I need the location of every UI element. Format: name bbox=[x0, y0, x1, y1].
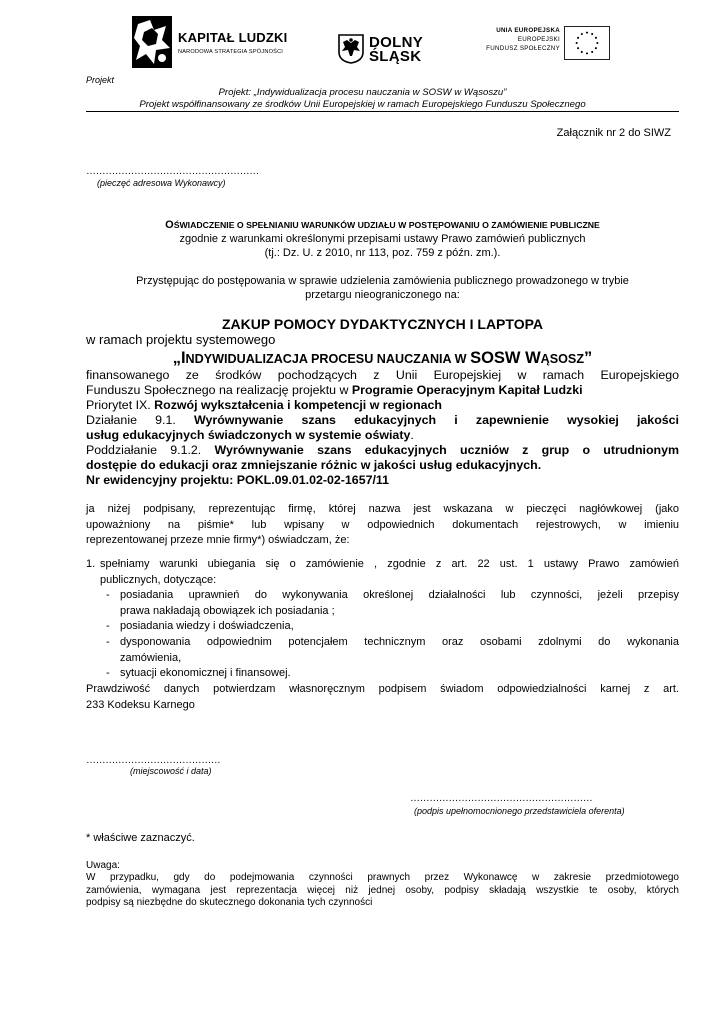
kapital-ludzki-logo bbox=[132, 16, 292, 68]
declaration-subtitle-2: (tj.: Dz. U. z 2010, nr 113, poz. 759 z późn. zm.). bbox=[264, 247, 501, 259]
dolny-slask-text bbox=[369, 36, 423, 64]
submeasure-label: Poddziałanie 9.1.2. bbox=[86, 443, 215, 457]
header-projekt-label: Projekt bbox=[86, 75, 115, 85]
measure-name-2: usług edukacyjnych świadczonych w systemie oświaty bbox=[86, 428, 411, 442]
priority-name: Rozwój wykształcenia i kompetencji w regionach bbox=[154, 398, 442, 412]
project-name-part2: ĄSOSZ bbox=[540, 352, 585, 366]
project-name-close: ” bbox=[584, 349, 593, 367]
truthfulness-line-1: Prawdziwość danych potwierdzam własnoręcznym podpisem świadom odpowiedzialności karnej z art. bbox=[86, 683, 679, 695]
intro-line-1: Przystępując do postępowania w sprawie udzielenia zamówienia publicznego prowadzonego w trybie bbox=[136, 275, 629, 287]
measure-line-2 bbox=[86, 428, 679, 443]
list-item bbox=[86, 588, 679, 619]
financing-block bbox=[86, 368, 679, 488]
list-item bbox=[86, 619, 679, 635]
truthfulness-paragraph bbox=[86, 682, 679, 713]
undersigned-paragraph bbox=[86, 502, 679, 549]
note-line-1: W przypadku, gdy do podejmowania czynności prawnych przez Wykonawcę w zakresie przedmiotowego bbox=[86, 872, 679, 883]
signature-label: (podpis upełnomocnionego przedstawiciela oferenta) bbox=[414, 806, 625, 816]
dolny-slask-line1: DOLNY bbox=[369, 34, 423, 51]
list-item-dash: - bbox=[106, 635, 110, 648]
project-name-part1: NDYWIDUALIZACJA PROCESU NAUCZANIA W bbox=[185, 352, 471, 366]
eu-logo-line2: EUROPEJSKI bbox=[517, 36, 560, 43]
eu-logo-line1: UNIA EUROPEJSKA bbox=[496, 27, 560, 34]
submeasure-name-2: dostępie do edukacji oraz zmniejszanie różnic w jakości usług edukacyjnych. bbox=[86, 458, 542, 472]
measure-end: . bbox=[410, 428, 414, 442]
priority-line bbox=[86, 398, 679, 413]
project-name-open: „I bbox=[172, 349, 186, 367]
eu-logo-line3: FUNDUSZ SPOŁECZNY bbox=[486, 45, 560, 52]
program-name: Programie Operacyjnym Kapitał Ludzki bbox=[351, 383, 583, 397]
project-context-label: w ramach projektu systemowego bbox=[86, 332, 276, 347]
submeasure-name-1: Wyrównywanie szans edukacyjnych uczniów z grup o utrudnionym bbox=[214, 443, 679, 457]
project-name bbox=[0, 349, 725, 368]
header-logos bbox=[0, 14, 725, 72]
header-cofinance-note: Projekt współfinansowany ze środków Unii Europejskiej w ramach Europejskiego Funduszu Społecznego bbox=[139, 99, 586, 110]
list-item-dash: - bbox=[106, 667, 110, 680]
note-line-2: zamówienia, wymagana jest reprezentacja więcej niż jednej osoby, podpisy składają wszystkie te osoby, których bbox=[86, 884, 679, 896]
list-item-dash: - bbox=[106, 620, 110, 633]
list-item-text: dysponowania odpowiednim potencjałem technicznym oraz osobami zdolnymi do wykonania bbox=[120, 635, 679, 648]
header-project-title: Projekt: „Indywidualizacja procesu nauczania w SOSW w Wąsoszu” bbox=[218, 87, 507, 98]
eu-flag-icon bbox=[564, 26, 610, 60]
list-line-2: publicznych, dotyczące: bbox=[100, 573, 217, 586]
submeasure-line-2 bbox=[86, 458, 679, 473]
declaration-title-rest: ŚWIADCZENIE O SPEŁNIANIU WARUNKÓW UDZIAŁU W POSTĘPOWANIU O ZAMÓWIENIE PUBLICZNE bbox=[173, 220, 600, 230]
project-id: Nr ewidencyjny projektu: POKL.09.01.02-02-1657/11 bbox=[86, 473, 390, 487]
intro-line-2: przetargu nieograniczonego na: bbox=[305, 289, 460, 301]
place-date-dotted-line: …………………………………… bbox=[86, 755, 221, 766]
conditions-list bbox=[86, 557, 679, 682]
list-item bbox=[86, 666, 679, 682]
note-line-3: podpisy są niezbędne do skutecznego dokonania tych czynności bbox=[86, 897, 373, 909]
list-number: 1. bbox=[86, 558, 96, 570]
truthfulness-line-2: 233 Kodeksu Karnego bbox=[86, 698, 195, 711]
priority-label: Priorytet IX. bbox=[86, 398, 155, 412]
declaration-subtitle-1: zgodnie z warunkami określonymi przepisami ustawy Prawo zamówień publicznych bbox=[179, 233, 586, 245]
financing-line-1: finansowanego ze środków pochodzących z Unii Europejskiej w ramach Europejskiego bbox=[86, 368, 679, 382]
list-line-1: spełniamy warunki ubiegania się o zamówienie , zgodnie z art. 22 ust. 1 ustawy Prawo zamówień bbox=[100, 558, 679, 570]
financing-line-2 bbox=[86, 383, 679, 398]
kapital-ludzki-title: KAPITAŁ LUDZKI bbox=[178, 30, 288, 45]
list-item-text: posiadania uprawnień do wykonywania określonej działalności lub czynności, jeżeli przepisy bbox=[120, 589, 679, 602]
list-item-text: sytuacji ekonomicznej i finansowej. bbox=[120, 667, 291, 680]
measure-name-1: Wyrównywanie szans edukacyjnych i zapewnienie wysokiej jakości bbox=[194, 413, 679, 427]
list-item-text: posiadania wiedzy i doświadczenia, bbox=[120, 620, 294, 633]
list-item-text-cont: prawa nakładają obowiązek ich posiadania ; bbox=[120, 604, 335, 617]
list-item bbox=[86, 635, 679, 666]
list-item-dash: - bbox=[106, 589, 110, 602]
declaration-title bbox=[0, 219, 725, 231]
project-name-big: SOSW W bbox=[470, 349, 541, 367]
undersigned-line-2: upoważniony na piśmie* lub wpisany w odpowiednich dokumentach rejestrowych, w imieniu bbox=[86, 518, 679, 531]
measure-line-1 bbox=[86, 413, 679, 428]
kapital-ludzki-subtitle: NARODOWA STRATEGIA SPÓJNOŚCI bbox=[178, 49, 284, 55]
stamp-label: (pieczęć adresowa Wykonawcy) bbox=[97, 178, 226, 188]
signature-dotted-line: ………………………………………………… bbox=[410, 793, 593, 804]
eagle-crest-icon bbox=[338, 34, 364, 64]
project-id-line bbox=[86, 473, 679, 488]
measure-label: Działanie 9.1. bbox=[86, 413, 195, 427]
procurement-subject: ZAKUP POMOCY DYDAKTYCZNYCH I LAPTOPA bbox=[222, 316, 543, 332]
list-item-text-cont: zamówienia, bbox=[120, 651, 182, 664]
attachment-label: Załącznik nr 2 do SIWZ bbox=[556, 127, 671, 139]
declaration-title-initial: O bbox=[165, 219, 174, 231]
submeasure-line-1 bbox=[86, 443, 679, 458]
dolny-slask-line2: ŚLĄSK bbox=[369, 48, 422, 65]
eu-logo-text bbox=[486, 26, 560, 53]
note-paragraph bbox=[86, 872, 679, 910]
dolny-slask-logo bbox=[338, 34, 434, 74]
stamp-dotted-line: ……………………………………………… bbox=[86, 166, 259, 177]
note-heading: Uwaga: bbox=[86, 860, 120, 871]
financing-line-2-text: Funduszu Społecznego na realizację projektu w bbox=[86, 383, 352, 397]
header-divider bbox=[86, 111, 679, 112]
eu-logo bbox=[478, 26, 610, 64]
undersigned-line-1: ja niżej podpisany, reprezentując firmę, której nazwa jest wskazana w pieczęci nagłówkowej (jako bbox=[86, 503, 679, 515]
place-date-label: (miejscowość i data) bbox=[130, 766, 212, 776]
kapital-ludzki-mark-icon bbox=[132, 16, 172, 68]
undersigned-line-3: reprezentowanej przeze mnie firmy*) oświadczam, że: bbox=[86, 534, 350, 546]
footnote-mark-appropriate: * właściwe zaznaczyć. bbox=[86, 832, 195, 844]
